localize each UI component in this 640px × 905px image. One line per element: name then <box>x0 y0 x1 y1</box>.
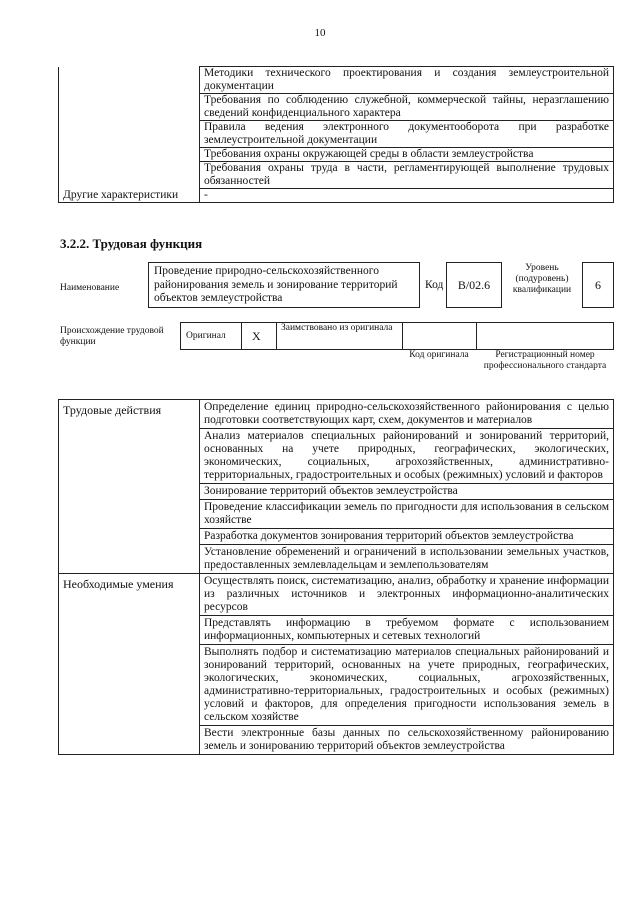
labor-action-item: Установление обременений и ограничений в использовании земельных участков, предоставленных землевладельцам и землепользователям <box>200 545 614 574</box>
skill-item: Осуществлять поиск, систематизацию, анализ, обработку и хранение информации из различных источников и электронных информационно-аналитических ресурсов <box>200 574 614 616</box>
knowledge-item: Требования охраны окружающей среды в области землеустройства <box>200 148 614 162</box>
other-characteristics-label: Другие характеристики <box>59 189 200 203</box>
labor-action-item: Анализ материалов специальных районирований и зонирований территорий, основанных на учете природных, географических, экологических, экономических, социальных, агрохозяйственных, административно-территориальных, градостроительных и особых (режимных) условий и факторов <box>200 429 614 484</box>
registration-number-caption: Регистрационный номер профессионального стандарта <box>483 350 607 371</box>
labor-actions-label: Трудовые действия <box>59 400 200 574</box>
label-cell <box>59 121 200 148</box>
divider <box>476 322 477 350</box>
knowledge-item: Правила ведения электронного документооборота при разработке землеустроительной документации <box>200 121 614 148</box>
labor-action-item: Проведение классификации земель по пригодности для использования в сельском хозяйстве <box>200 500 614 529</box>
table-row <box>59 148 614 162</box>
knowledge-item: Методики технического проектирования и создания землеустроительной документации <box>200 67 614 94</box>
code-label: Код <box>425 279 444 291</box>
label-cell <box>59 148 200 162</box>
label-cell <box>59 94 200 121</box>
table-row <box>59 400 614 429</box>
function-name-box: Проведение природно-сельскохозяйственного районирования земель и зонирование территорий объектов землеустройства <box>148 262 420 308</box>
divider <box>241 322 242 350</box>
code-original-caption: Код оригинала <box>409 350 469 360</box>
labor-function-table <box>58 399 614 755</box>
other-characteristics-value: - <box>200 189 614 203</box>
skill-item: Выполнять подбор и систематизацию материалов специальных районирований и зонирований территорий, основанных на учете природных, географических, экологических, экономических, социальных, агрохозяйственных, административно-территориальных, градостроительных и особых (режимных) условий и факторов, для определения пригодности использования земель в сельском хозяйстве <box>200 645 614 726</box>
section-title: 3.2.2. Трудовая функция <box>60 236 203 251</box>
skill-item: Представлять информацию в требуемом формате с использованием информационных, компьютерных и сетевых технологий <box>200 616 614 645</box>
original-label: Оригинал <box>186 331 226 341</box>
table-row <box>59 162 614 189</box>
code-value-box: В/02.6 <box>446 262 502 308</box>
table-row <box>59 189 614 203</box>
knowledge-item: Требования охраны труда в части, регламентирующей выполнение трудовых обязанностей <box>200 162 614 189</box>
skills-label: Необходимые умения <box>59 574 200 755</box>
skill-item: Вести электронные базы данных по сельскохозяйственному районированию земель и зонированию территорий объектов землеустройства <box>200 726 614 755</box>
name-label: Наименование <box>60 283 120 293</box>
table-row <box>59 94 614 121</box>
knowledge-item: Требования по соблюдению служебной, коммерческой тайны, неразглашению сведений конфиденциального характера <box>200 94 614 121</box>
table-row <box>59 121 614 148</box>
level-value-box: 6 <box>582 262 614 308</box>
labor-action-item: Разработка документов зонирования территорий объектов землеустройства <box>200 529 614 545</box>
labor-action-item: Определение единиц природно-сельскохозяйственного районирования с целью подготовки соответствующих карт, схем, документов и материалов <box>200 400 614 429</box>
borrowed-label: Заимствовано из оригинала <box>281 323 393 333</box>
continuation-table <box>58 66 614 203</box>
label-cell <box>59 67 200 94</box>
page-number: 10 <box>314 27 326 39</box>
table-row <box>59 574 614 616</box>
label-cell <box>59 162 200 189</box>
divider <box>276 322 277 350</box>
original-mark: X <box>252 329 261 343</box>
origin-label: Происхождение трудовой функции <box>60 326 164 347</box>
divider <box>402 322 403 350</box>
labor-action-item: Зонирование территорий объектов землеустройства <box>200 484 614 500</box>
table-row <box>59 67 614 94</box>
level-label: Уровень (подуровень) квалификации <box>512 263 572 295</box>
